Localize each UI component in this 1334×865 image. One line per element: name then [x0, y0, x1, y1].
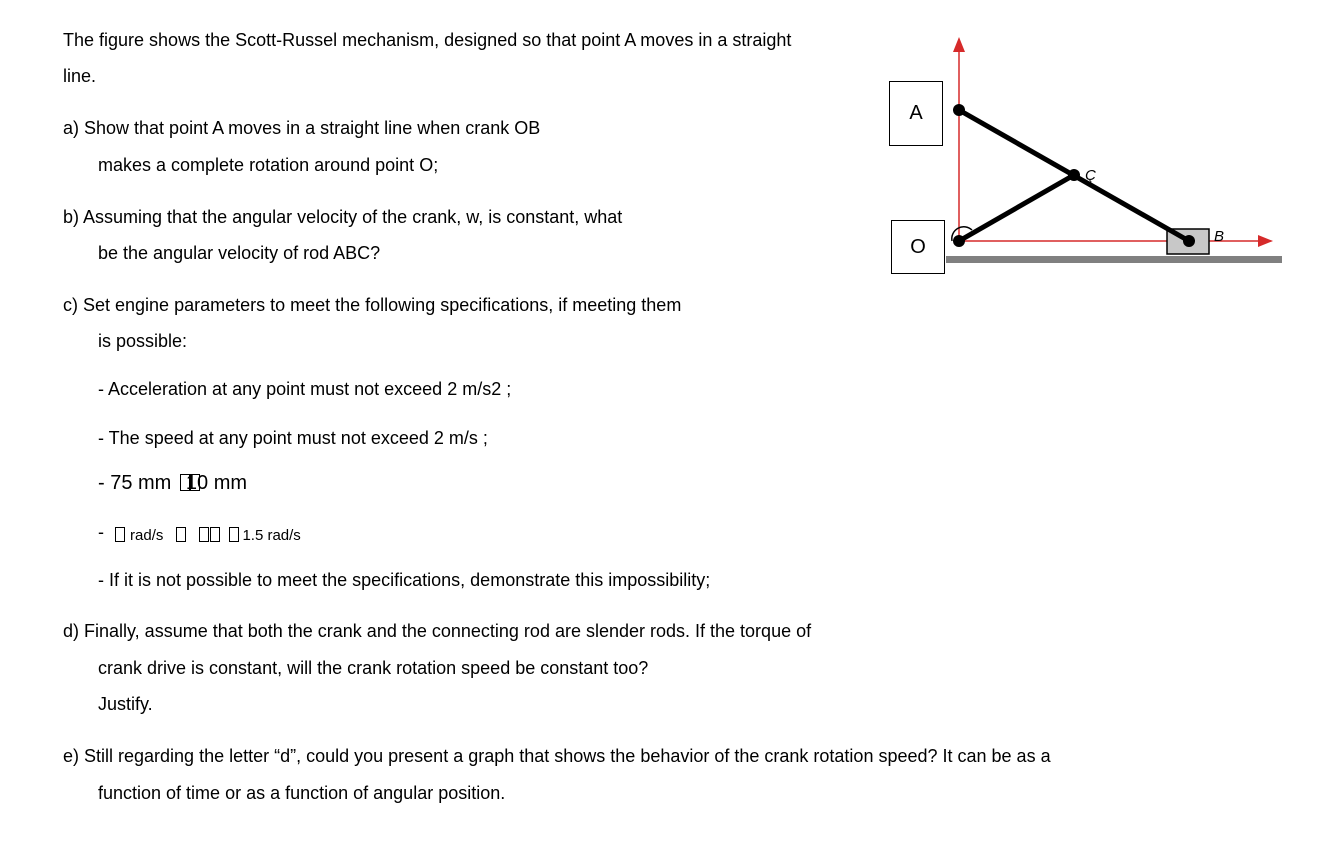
- missing-glyph-box: [115, 527, 125, 542]
- label-a: A: [909, 102, 923, 124]
- spec-omega: [98, 521, 301, 547]
- part-b-line-2: be the angular velocity of rod ABC?: [98, 243, 381, 263]
- intro-line-2: line.: [63, 66, 97, 86]
- missing-glyph-box: [199, 527, 209, 542]
- spec-omega-dash: -: [98, 522, 104, 542]
- part-a-line-2: makes a complete rotation around point O;: [98, 155, 439, 175]
- joint-b: [1183, 235, 1195, 247]
- part-a-line-1: a) Show that point A moves in a straight line when crank OB: [63, 118, 541, 138]
- part-b-line-1: b) Assuming that the angular velocity of the crank, w, is constant, what: [63, 207, 623, 227]
- part-e-line-1: e) Still regarding the letter “d”, could you present a graph that shows the behavior of the crank rotation speed? It can be as a: [63, 746, 1051, 766]
- missing-glyph-box: [176, 527, 186, 542]
- spec-impossible: - If it is not possible to meet the specifications, demonstrate this impossibility;: [98, 570, 711, 590]
- label-o: O: [910, 235, 926, 258]
- part-d-line-3: Justify.: [98, 694, 153, 714]
- spec-length-overlap: 1: [185, 472, 198, 494]
- spec-speed: - The speed at any point must not exceed 2 m/s ;: [98, 428, 488, 448]
- mechanism-figure: [880, 30, 1290, 280]
- label-b: B: [1214, 228, 1225, 245]
- part-e-line-2: function of time or as a function of angular position.: [98, 783, 506, 803]
- missing-glyph-box: [210, 527, 220, 542]
- spec-length-start: - 75 mm: [98, 472, 172, 494]
- spec-omega-unit-2: 1.5 rad/s: [242, 527, 301, 544]
- label-a-box: [889, 81, 943, 146]
- crank-oc: [959, 175, 1074, 241]
- label-c: Ç: [1085, 167, 1096, 184]
- label-o-box: [891, 220, 945, 274]
- spec-acceleration: - Acceleration at any point must not exceed 2 m/s2 ;: [98, 379, 512, 399]
- part-c-line-1: c) Set engine parameters to meet the following specifications, if meeting them: [63, 295, 682, 315]
- joint-c: [1068, 169, 1080, 181]
- intro-line-1: The figure shows the Scott-Russel mechanism, designed so that point A moves in a straight: [63, 30, 792, 50]
- spec-length: [98, 472, 247, 494]
- part-c-line-2: is possible:: [98, 331, 188, 351]
- joint-o: [953, 235, 965, 247]
- spec-omega-unit-1: rad/s: [130, 527, 164, 544]
- missing-glyph-box: [229, 527, 239, 542]
- joint-a: [953, 104, 965, 116]
- part-d-line-2: crank drive is constant, will the crank rotation speed be constant too?: [98, 658, 649, 678]
- spec-length-end: 0 mm: [197, 472, 248, 494]
- ground-surface: [946, 256, 1282, 263]
- part-d-line-1: d) Finally, assume that both the crank and the connecting rod are slender rods. If the torque of: [63, 621, 812, 641]
